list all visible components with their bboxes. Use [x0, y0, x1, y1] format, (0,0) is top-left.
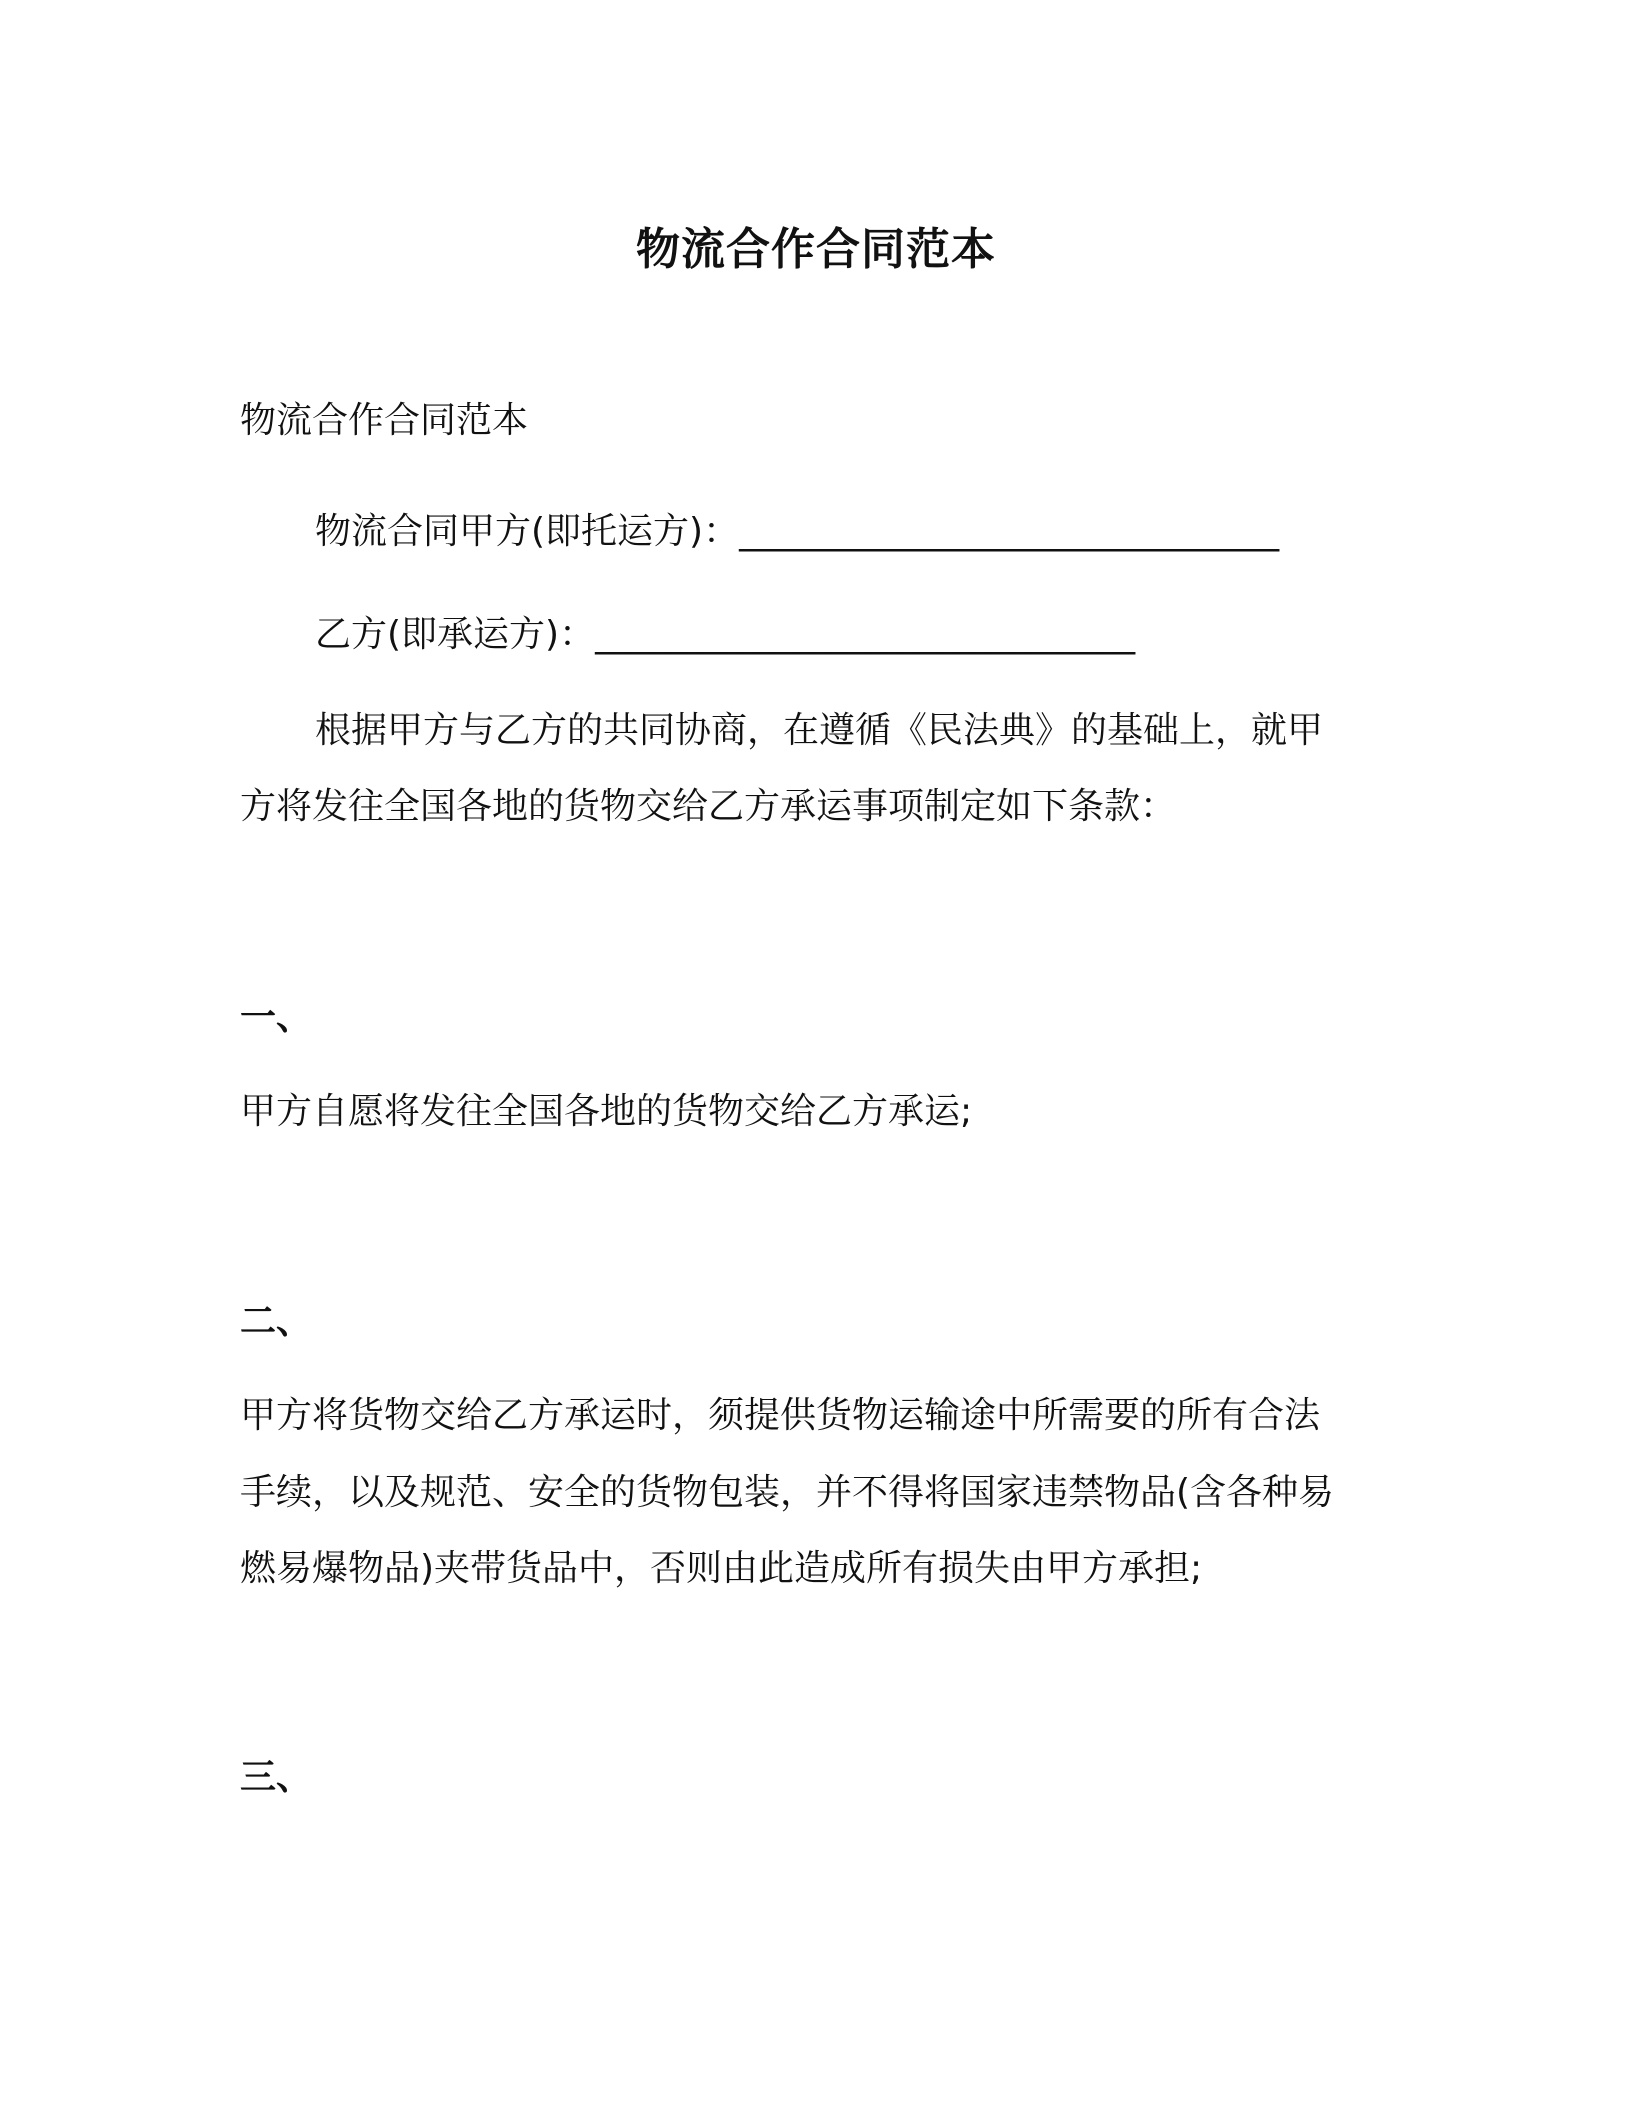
section-2-number: 二、: [240, 1301, 313, 1342]
document-subtitle: 物流合作合同范本: [240, 400, 529, 441]
section-2-line-1: 甲方将货物交给乙方承运时，须提供货物运输途中所需要的所有合法: [240, 1395, 1321, 1436]
page-title: 物流合作合同范本: [636, 224, 996, 275]
party-b-label: 乙方(即承运方)：: [315, 614, 596, 655]
section-2-line-3: 燃易爆物品)夹带货品中，否则由此造成所有损失由甲方承担;: [240, 1548, 1203, 1589]
party-a-blank: ______________________________: [739, 511, 1280, 552]
section-1-line-1: 甲方自愿将发往全国各地的货物交给乙方承运;: [240, 1091, 973, 1132]
section-1-number: 一、: [240, 997, 313, 1038]
party-b-line: [315, 610, 1135, 660]
section-3-number: 三、: [240, 1757, 313, 1798]
party-a-line: [315, 507, 1279, 557]
party-a-label: 物流合同甲方(即托运方)：: [315, 511, 740, 552]
preamble-line-1: 根据甲方与乙方的共同协商，在遵循《民法典》的基础上，就甲: [315, 710, 1324, 751]
section-2-line-2: 手续，以及规范、安全的货物包装，并不得将国家违禁物品(含各种易: [240, 1472, 1335, 1513]
party-b-blank: ______________________________: [595, 614, 1136, 655]
preamble-line-2: 方将发往全国各地的货物交给乙方承运事项制定如下条款：: [240, 786, 1177, 827]
